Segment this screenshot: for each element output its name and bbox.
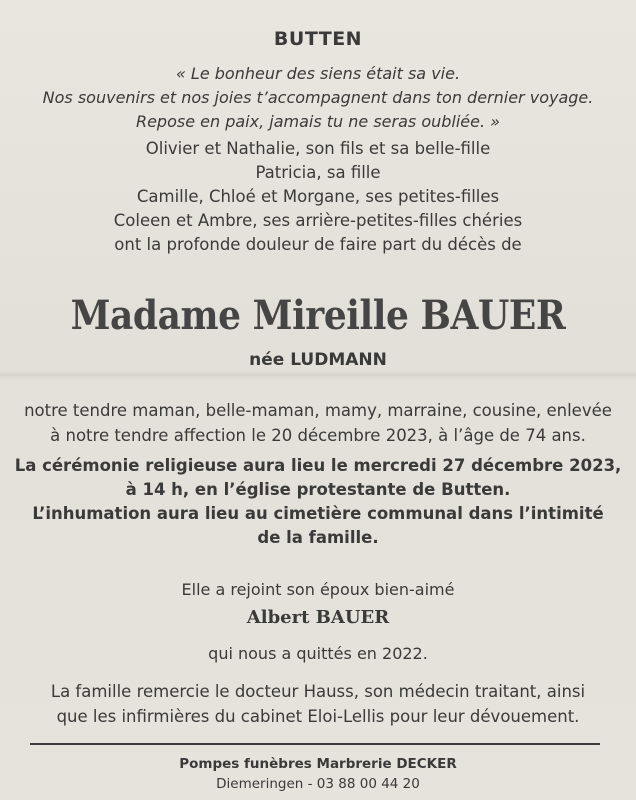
family-list — [0, 137, 636, 257]
ceremony-details — [0, 454, 636, 550]
ceremony-line: L’inhumation aura lieu au cimetière communal dans l’intimité — [32, 504, 604, 523]
quote-line: Repose en paix, jamais tu ne seras oubliée. » — [135, 112, 501, 131]
ceremony-line: à 14 h, en l’église protestante de Butten. — [125, 480, 511, 499]
quote-line: « Le bonheur des siens était sa vie. — [175, 64, 461, 83]
memorial-quote — [0, 62, 636, 134]
family-line: ont la profonde douleur de faire part du décès de — [114, 235, 522, 254]
funeral-home: Pompes funèbres Marbrerie DECKER — [179, 756, 457, 772]
family-line: Camille, Chloé et Morgane, ses petites-filles — [136, 187, 500, 206]
description-line: notre tendre maman, belle-maman, mamy, marraine, cousine, enlevée — [24, 401, 612, 420]
husband-passed-text: qui nous a quittés en 2022. — [208, 644, 428, 663]
family-line: Coleen et Ambre, ses arrière-petites-filles chéries — [113, 211, 523, 230]
family-line: Patricia, sa fille — [255, 163, 381, 182]
deceased-name: Madame Mireille BAUER — [70, 292, 566, 339]
rejoined-text: Elle a rejoint son époux bien-aimé — [181, 580, 455, 599]
thanks-line: que les infirmières du cabinet Eloi-Lellis pour leur dévouement. — [56, 707, 580, 726]
husband-name: Albert BAUER — [246, 607, 390, 628]
funeral-contact: Diemeringen - 03 88 00 44 20 — [216, 776, 420, 792]
family-line: Olivier et Nathalie, son fils et sa belle-fille — [145, 139, 491, 158]
description — [0, 398, 636, 448]
divider — [30, 743, 600, 745]
quote-line: Nos souvenirs et nos joies t’accompagnent dans ton dernier voyage. — [42, 88, 594, 107]
ceremony-line: de la famille. — [257, 528, 379, 547]
thanks-text — [0, 679, 636, 729]
description-line: à notre tendre affection le 20 décembre 2023, à l’âge de 74 ans. — [50, 426, 586, 445]
town-heading: BUTTEN — [273, 28, 363, 50]
maiden-name: née LUDMANN — [249, 350, 387, 370]
thanks-line: La famille remercie le docteur Hauss, son médecin traitant, ainsi — [50, 682, 586, 701]
ceremony-line: La cérémonie religieuse aura lieu le mercredi 27 décembre 2023, — [14, 456, 622, 475]
paper-fold — [0, 370, 636, 380]
